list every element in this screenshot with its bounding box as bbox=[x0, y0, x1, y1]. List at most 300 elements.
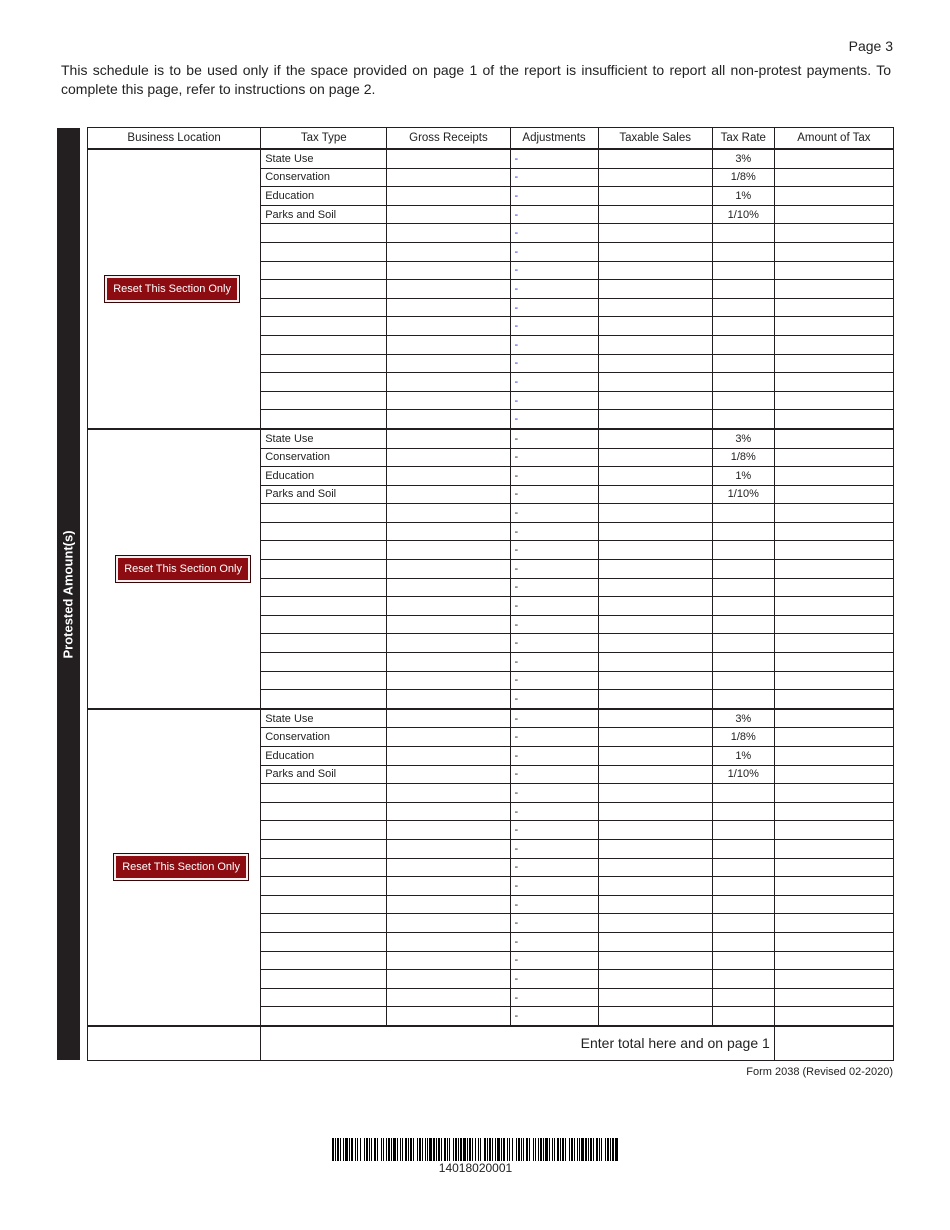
taxable-sales-cell[interactable] bbox=[598, 522, 712, 541]
barcode-bar bbox=[386, 1138, 387, 1161]
tax-rate-cell bbox=[712, 354, 774, 373]
amount-of-tax-cell[interactable] bbox=[774, 391, 893, 410]
gross-receipts-cell[interactable] bbox=[387, 690, 510, 709]
adjustments-cell[interactable]: - bbox=[510, 522, 598, 541]
tax-type-cell[interactable] bbox=[261, 895, 387, 914]
amount-of-tax-cell[interactable] bbox=[774, 671, 893, 690]
tax-type-cell[interactable] bbox=[261, 914, 387, 933]
tax-type-cell[interactable] bbox=[261, 821, 387, 840]
taxable-sales-cell[interactable] bbox=[598, 504, 712, 523]
tax-rate-cell bbox=[712, 671, 774, 690]
tax-type-cell[interactable] bbox=[261, 634, 387, 653]
barcode-bar bbox=[453, 1138, 454, 1161]
adjustments-cell[interactable]: - bbox=[510, 895, 598, 914]
tax-type-cell[interactable] bbox=[261, 354, 387, 373]
adjustments-cell[interactable]: - bbox=[510, 653, 598, 672]
tax-type-cell[interactable] bbox=[261, 877, 387, 896]
adjustments-cell[interactable]: - bbox=[510, 765, 598, 784]
tax-rate-cell bbox=[712, 1007, 774, 1026]
adjustments-cell[interactable]: - bbox=[510, 578, 598, 597]
taxable-sales-cell[interactable] bbox=[598, 877, 712, 896]
barcode-bar bbox=[355, 1138, 356, 1161]
tax-type-cell[interactable] bbox=[261, 280, 387, 299]
tax-type-cell[interactable] bbox=[261, 802, 387, 821]
adjustments-cell[interactable]: - bbox=[510, 187, 598, 206]
header-amount-of-tax: Amount of Tax bbox=[774, 128, 893, 150]
amount-of-tax-cell[interactable] bbox=[774, 224, 893, 243]
gross-receipts-cell[interactable] bbox=[387, 615, 510, 634]
tax-rate-cell bbox=[712, 280, 774, 299]
adjustments-cell[interactable]: - bbox=[510, 597, 598, 616]
gross-receipts-cell[interactable] bbox=[387, 391, 510, 410]
amount-of-tax-cell[interactable] bbox=[774, 504, 893, 523]
amount-of-tax-cell[interactable] bbox=[774, 821, 893, 840]
gross-receipts-cell[interactable] bbox=[387, 168, 510, 187]
barcode-bar bbox=[351, 1138, 353, 1161]
adjustments-cell[interactable]: - bbox=[510, 280, 598, 299]
adjustments-cell[interactable]: - bbox=[510, 932, 598, 951]
barcode-bar bbox=[521, 1138, 522, 1161]
amount-of-tax-cell[interactable] bbox=[774, 615, 893, 634]
adjustments-cell[interactable]: - bbox=[510, 839, 598, 858]
gross-receipts-cell[interactable] bbox=[387, 671, 510, 690]
taxable-sales-cell[interactable] bbox=[598, 932, 712, 951]
tax-type-cell[interactable] bbox=[261, 858, 387, 877]
adjustments-cell[interactable]: - bbox=[510, 802, 598, 821]
adjustments-cell[interactable]: - bbox=[510, 858, 598, 877]
tax-type-cell[interactable]: Parks and Soil bbox=[261, 765, 387, 784]
barcode-bar bbox=[516, 1138, 517, 1161]
amount-of-tax-cell[interactable] bbox=[774, 429, 893, 448]
gross-receipts-cell[interactable] bbox=[387, 634, 510, 653]
adjustments-cell[interactable]: - bbox=[510, 951, 598, 970]
taxable-sales-cell[interactable] bbox=[598, 747, 712, 766]
barcode-bar bbox=[366, 1138, 368, 1161]
tax-type-cell[interactable]: Conservation bbox=[261, 448, 387, 467]
tax-rate-cell bbox=[712, 578, 774, 597]
tax-type-cell[interactable] bbox=[261, 784, 387, 803]
adjustments-cell[interactable]: - bbox=[510, 429, 598, 448]
tax-rate-cell: 1/10% bbox=[712, 485, 774, 504]
taxable-sales-cell[interactable] bbox=[598, 205, 712, 224]
gross-receipts-cell[interactable] bbox=[387, 839, 510, 858]
amount-of-tax-cell[interactable] bbox=[774, 373, 893, 392]
barcode-bar bbox=[463, 1138, 466, 1161]
tax-type-cell[interactable] bbox=[261, 522, 387, 541]
tax-type-cell[interactable]: Parks and Soil bbox=[261, 485, 387, 504]
amount-of-tax-cell[interactable] bbox=[774, 858, 893, 877]
tax-type-cell[interactable]: Education bbox=[261, 747, 387, 766]
taxable-sales-cell[interactable] bbox=[598, 970, 712, 989]
business-location-cell[interactable] bbox=[88, 149, 261, 429]
gross-receipts-cell[interactable] bbox=[387, 504, 510, 523]
amount-of-tax-cell[interactable] bbox=[774, 634, 893, 653]
amount-of-tax-cell[interactable] bbox=[774, 541, 893, 560]
amount-of-tax-cell[interactable] bbox=[774, 747, 893, 766]
tax-rate-cell bbox=[712, 224, 774, 243]
adjustments-cell[interactable]: - bbox=[510, 709, 598, 728]
taxable-sales-cell[interactable] bbox=[598, 895, 712, 914]
gross-receipts-cell[interactable] bbox=[387, 578, 510, 597]
taxable-sales-cell[interactable] bbox=[598, 224, 712, 243]
taxable-sales-cell[interactable] bbox=[598, 802, 712, 821]
amount-of-tax-cell[interactable] bbox=[774, 988, 893, 1007]
taxable-sales-cell[interactable] bbox=[598, 410, 712, 429]
taxable-sales-cell[interactable] bbox=[598, 391, 712, 410]
taxable-sales-cell[interactable] bbox=[598, 187, 712, 206]
adjustments-cell[interactable]: - bbox=[510, 877, 598, 896]
taxable-sales-cell[interactable] bbox=[598, 317, 712, 336]
gross-receipts-cell[interactable] bbox=[387, 335, 510, 354]
amount-of-tax-cell[interactable] bbox=[774, 242, 893, 261]
taxable-sales-cell[interactable] bbox=[598, 728, 712, 747]
amount-of-tax-cell[interactable] bbox=[774, 261, 893, 280]
gross-receipts-cell[interactable] bbox=[387, 298, 510, 317]
adjustments-cell[interactable]: - bbox=[510, 205, 598, 224]
amount-of-tax-cell[interactable] bbox=[774, 802, 893, 821]
tax-type-cell[interactable]: Conservation bbox=[261, 168, 387, 187]
tax-type-cell[interactable] bbox=[261, 317, 387, 336]
gross-receipts-cell[interactable] bbox=[387, 653, 510, 672]
header-gross-receipts: Gross Receipts bbox=[387, 128, 510, 150]
gross-receipts-cell[interactable] bbox=[387, 187, 510, 206]
tax-rate-cell bbox=[712, 504, 774, 523]
tax-type-cell[interactable] bbox=[261, 932, 387, 951]
gross-receipts-cell[interactable] bbox=[387, 951, 510, 970]
tax-rate-cell bbox=[712, 634, 774, 653]
barcode-bar bbox=[571, 1138, 573, 1161]
gross-receipts-cell[interactable] bbox=[387, 709, 510, 728]
amount-of-tax-cell[interactable] bbox=[774, 597, 893, 616]
adjustments-cell[interactable]: - bbox=[510, 467, 598, 486]
header-tax-rate: Tax Rate bbox=[712, 128, 774, 150]
tax-type-cell[interactable] bbox=[261, 504, 387, 523]
barcode-bar bbox=[429, 1138, 432, 1161]
barcode-bar bbox=[467, 1138, 468, 1161]
amount-of-tax-cell[interactable] bbox=[774, 895, 893, 914]
gross-receipts-cell[interactable] bbox=[387, 970, 510, 989]
tax-type-cell[interactable] bbox=[261, 970, 387, 989]
barcode-bar bbox=[569, 1138, 570, 1161]
gross-receipts-cell[interactable] bbox=[387, 895, 510, 914]
adjustments-cell[interactable]: - bbox=[510, 354, 598, 373]
tax-type-cell[interactable] bbox=[261, 373, 387, 392]
tax-rate-cell bbox=[712, 858, 774, 877]
tax-type-cell[interactable]: Parks and Soil bbox=[261, 205, 387, 224]
gross-receipts-cell[interactable] bbox=[387, 261, 510, 280]
amount-of-tax-cell[interactable] bbox=[774, 970, 893, 989]
barcode-bar bbox=[433, 1138, 435, 1161]
tax-type-cell[interactable] bbox=[261, 1007, 387, 1026]
amount-of-tax-cell[interactable] bbox=[774, 932, 893, 951]
gross-receipts-cell[interactable] bbox=[387, 728, 510, 747]
gross-receipts-cell[interactable] bbox=[387, 280, 510, 299]
amount-of-tax-cell[interactable] bbox=[774, 168, 893, 187]
amount-of-tax-cell[interactable] bbox=[774, 298, 893, 317]
gross-receipts-cell[interactable] bbox=[387, 522, 510, 541]
gross-receipts-cell[interactable] bbox=[387, 149, 510, 168]
barcode-bar bbox=[480, 1138, 481, 1161]
amount-of-tax-cell[interactable] bbox=[774, 877, 893, 896]
tax-type-cell[interactable] bbox=[261, 653, 387, 672]
taxable-sales-cell[interactable] bbox=[598, 653, 712, 672]
adjustments-cell[interactable]: - bbox=[510, 317, 598, 336]
taxable-sales-cell[interactable] bbox=[598, 671, 712, 690]
adjustments-cell[interactable]: - bbox=[510, 560, 598, 579]
gross-receipts-cell[interactable] bbox=[387, 784, 510, 803]
barcode-bar bbox=[484, 1138, 486, 1161]
gross-receipts-cell[interactable] bbox=[387, 373, 510, 392]
adjustments-cell[interactable]: - bbox=[510, 298, 598, 317]
tax-type-cell[interactable] bbox=[261, 988, 387, 1007]
amount-of-tax-cell[interactable] bbox=[774, 317, 893, 336]
tax-rate-cell bbox=[712, 410, 774, 429]
tax-type-cell[interactable] bbox=[261, 951, 387, 970]
tax-rate-cell bbox=[712, 988, 774, 1007]
adjustments-cell[interactable]: - bbox=[510, 391, 598, 410]
taxable-sales-cell[interactable] bbox=[598, 765, 712, 784]
adjustments-cell[interactable]: - bbox=[510, 784, 598, 803]
tax-rate-cell bbox=[712, 242, 774, 261]
taxable-sales-cell[interactable] bbox=[598, 373, 712, 392]
business-location-cell[interactable] bbox=[88, 709, 261, 1026]
barcode-bar bbox=[332, 1138, 334, 1161]
taxable-sales-cell[interactable] bbox=[598, 467, 712, 486]
tax-rate-cell: 1/8% bbox=[712, 448, 774, 467]
tax-type-cell[interactable] bbox=[261, 690, 387, 709]
taxable-sales-cell[interactable] bbox=[598, 354, 712, 373]
taxable-sales-cell[interactable] bbox=[598, 560, 712, 579]
taxable-sales-cell[interactable] bbox=[598, 448, 712, 467]
gross-receipts-cell[interactable] bbox=[387, 747, 510, 766]
adjustments-cell[interactable]: - bbox=[510, 410, 598, 429]
amount-of-tax-cell[interactable] bbox=[774, 709, 893, 728]
amount-of-tax-cell[interactable] bbox=[774, 839, 893, 858]
barcode-bar bbox=[612, 1138, 614, 1161]
taxable-sales-cell[interactable] bbox=[598, 634, 712, 653]
gross-receipts-cell[interactable] bbox=[387, 541, 510, 560]
reset-section-button[interactable]: Reset This Section Only bbox=[116, 556, 250, 582]
taxable-sales-cell[interactable] bbox=[598, 597, 712, 616]
amount-of-tax-cell[interactable] bbox=[774, 467, 893, 486]
amount-of-tax-cell[interactable] bbox=[774, 410, 893, 429]
tax-rate-cell bbox=[712, 373, 774, 392]
gross-receipts-cell[interactable] bbox=[387, 597, 510, 616]
adjustments-cell[interactable]: - bbox=[510, 541, 598, 560]
total-amount-cell[interactable] bbox=[774, 1026, 893, 1061]
taxable-sales-cell[interactable] bbox=[598, 541, 712, 560]
gross-receipts-cell[interactable] bbox=[387, 932, 510, 951]
barcode-bar bbox=[449, 1138, 450, 1161]
barcode-bar bbox=[545, 1138, 548, 1161]
adjustments-cell[interactable]: - bbox=[510, 149, 598, 168]
barcode-bar bbox=[335, 1138, 336, 1161]
gross-receipts-cell[interactable] bbox=[387, 242, 510, 261]
tax-type-cell[interactable] bbox=[261, 298, 387, 317]
adjustments-cell[interactable]: - bbox=[510, 1007, 598, 1026]
amount-of-tax-cell[interactable] bbox=[774, 578, 893, 597]
taxable-sales-cell[interactable] bbox=[598, 821, 712, 840]
adjustments-cell[interactable]: - bbox=[510, 224, 598, 243]
barcode-bar bbox=[610, 1138, 611, 1161]
barcode-bar bbox=[487, 1138, 488, 1161]
taxable-sales-cell[interactable] bbox=[598, 615, 712, 634]
amount-of-tax-cell[interactable] bbox=[774, 205, 893, 224]
adjustments-cell[interactable]: - bbox=[510, 373, 598, 392]
amount-of-tax-cell[interactable] bbox=[774, 335, 893, 354]
tax-type-cell[interactable] bbox=[261, 261, 387, 280]
amount-of-tax-cell[interactable] bbox=[774, 354, 893, 373]
barcode-bar bbox=[533, 1138, 534, 1161]
barcode-bar bbox=[397, 1138, 398, 1161]
tax-type-cell[interactable]: State Use bbox=[261, 149, 387, 168]
amount-of-tax-cell[interactable] bbox=[774, 1007, 893, 1026]
tax-rate-cell bbox=[712, 597, 774, 616]
tax-rate-cell bbox=[712, 877, 774, 896]
taxable-sales-cell[interactable] bbox=[598, 951, 712, 970]
adjustments-cell[interactable]: - bbox=[510, 448, 598, 467]
amount-of-tax-cell[interactable] bbox=[774, 653, 893, 672]
gross-receipts-cell[interactable] bbox=[387, 821, 510, 840]
amount-of-tax-cell[interactable] bbox=[774, 522, 893, 541]
gross-receipts-cell[interactable] bbox=[387, 467, 510, 486]
adjustments-cell[interactable]: - bbox=[510, 970, 598, 989]
gross-receipts-cell[interactable] bbox=[387, 877, 510, 896]
tax-type-cell[interactable] bbox=[261, 224, 387, 243]
taxable-sales-cell[interactable] bbox=[598, 149, 712, 168]
amount-of-tax-cell[interactable] bbox=[774, 784, 893, 803]
amount-of-tax-cell[interactable] bbox=[774, 280, 893, 299]
tax-type-cell[interactable] bbox=[261, 560, 387, 579]
adjustments-cell[interactable]: - bbox=[510, 747, 598, 766]
adjustments-cell[interactable]: - bbox=[510, 988, 598, 1007]
adjustments-cell[interactable]: - bbox=[510, 634, 598, 653]
barcode-bar bbox=[501, 1138, 502, 1161]
gross-receipts-cell[interactable] bbox=[387, 317, 510, 336]
taxable-sales-cell[interactable] bbox=[598, 168, 712, 187]
business-location-cell[interactable] bbox=[88, 429, 261, 709]
adjustments-cell[interactable]: - bbox=[510, 261, 598, 280]
tax-rate-cell bbox=[712, 653, 774, 672]
adjustments-cell[interactable]: - bbox=[510, 485, 598, 504]
gross-receipts-cell[interactable] bbox=[387, 914, 510, 933]
adjustments-cell[interactable]: - bbox=[510, 690, 598, 709]
taxable-sales-cell[interactable] bbox=[598, 858, 712, 877]
gross-receipts-cell[interactable] bbox=[387, 802, 510, 821]
tax-rate-cell bbox=[712, 690, 774, 709]
tax-type-cell[interactable]: Education bbox=[261, 187, 387, 206]
tax-type-cell[interactable]: Education bbox=[261, 467, 387, 486]
gross-receipts-cell[interactable] bbox=[387, 448, 510, 467]
amount-of-tax-cell[interactable] bbox=[774, 690, 893, 709]
taxable-sales-cell[interactable] bbox=[598, 280, 712, 299]
tax-type-cell[interactable]: Conservation bbox=[261, 728, 387, 747]
taxable-sales-cell[interactable] bbox=[598, 261, 712, 280]
barcode-bar bbox=[565, 1138, 566, 1161]
tax-type-cell[interactable] bbox=[261, 671, 387, 690]
tax-rate-cell: 1% bbox=[712, 747, 774, 766]
taxable-sales-cell[interactable] bbox=[598, 988, 712, 1007]
taxable-sales-cell[interactable] bbox=[598, 690, 712, 709]
adjustments-cell[interactable]: - bbox=[510, 168, 598, 187]
tax-type-cell[interactable] bbox=[261, 541, 387, 560]
taxable-sales-cell[interactable] bbox=[598, 485, 712, 504]
amount-of-tax-cell[interactable] bbox=[774, 914, 893, 933]
gross-receipts-cell[interactable] bbox=[387, 224, 510, 243]
tax-type-cell[interactable] bbox=[261, 391, 387, 410]
reset-section-button[interactable]: Reset This Section Only bbox=[105, 276, 239, 302]
tax-type-cell[interactable] bbox=[261, 410, 387, 429]
gross-receipts-cell[interactable] bbox=[387, 429, 510, 448]
gross-receipts-cell[interactable] bbox=[387, 1007, 510, 1026]
taxable-sales-cell[interactable] bbox=[598, 784, 712, 803]
gross-receipts-cell[interactable] bbox=[387, 354, 510, 373]
adjustments-cell[interactable]: - bbox=[510, 728, 598, 747]
barcode-bar bbox=[585, 1138, 587, 1161]
amount-of-tax-cell[interactable] bbox=[774, 728, 893, 747]
tax-rate-cell bbox=[712, 784, 774, 803]
adjustments-cell[interactable]: - bbox=[510, 242, 598, 261]
gross-receipts-cell[interactable] bbox=[387, 410, 510, 429]
gross-receipts-cell[interactable] bbox=[387, 858, 510, 877]
tax-type-cell[interactable] bbox=[261, 335, 387, 354]
tax-type-cell[interactable] bbox=[261, 578, 387, 597]
amount-of-tax-cell[interactable] bbox=[774, 765, 893, 784]
tax-type-cell[interactable] bbox=[261, 839, 387, 858]
barcode-bar bbox=[360, 1138, 361, 1161]
tax-type-cell[interactable]: State Use bbox=[261, 429, 387, 448]
taxable-sales-cell[interactable] bbox=[598, 839, 712, 858]
amount-of-tax-cell[interactable] bbox=[774, 485, 893, 504]
gross-receipts-cell[interactable] bbox=[387, 560, 510, 579]
gross-receipts-cell[interactable] bbox=[387, 765, 510, 784]
barcode-bar bbox=[364, 1138, 365, 1161]
gross-receipts-cell[interactable] bbox=[387, 205, 510, 224]
taxable-sales-cell[interactable] bbox=[598, 242, 712, 261]
taxable-sales-cell[interactable] bbox=[598, 298, 712, 317]
barcode-bar bbox=[562, 1138, 564, 1161]
reset-section-button[interactable]: Reset This Section Only bbox=[114, 854, 248, 880]
amount-of-tax-cell[interactable] bbox=[774, 448, 893, 467]
tax-type-cell[interactable]: State Use bbox=[261, 709, 387, 728]
barcode-bar bbox=[425, 1138, 426, 1161]
taxable-sales-cell[interactable] bbox=[598, 429, 712, 448]
taxable-sales-cell[interactable] bbox=[598, 709, 712, 728]
amount-of-tax-cell[interactable] bbox=[774, 187, 893, 206]
gross-receipts-cell[interactable] bbox=[387, 485, 510, 504]
tax-type-cell[interactable] bbox=[261, 597, 387, 616]
amount-of-tax-cell[interactable] bbox=[774, 149, 893, 168]
tax-rate-cell bbox=[712, 391, 774, 410]
tax-rate-cell bbox=[712, 541, 774, 560]
adjustments-cell[interactable]: - bbox=[510, 914, 598, 933]
adjustments-cell[interactable]: - bbox=[510, 335, 598, 354]
tax-type-cell[interactable] bbox=[261, 615, 387, 634]
adjustments-cell[interactable]: - bbox=[510, 671, 598, 690]
gross-receipts-cell[interactable] bbox=[387, 988, 510, 1007]
taxable-sales-cell[interactable] bbox=[598, 1007, 712, 1026]
taxable-sales-cell[interactable] bbox=[598, 914, 712, 933]
amount-of-tax-cell[interactable] bbox=[774, 951, 893, 970]
barcode-bar bbox=[605, 1138, 606, 1161]
amount-of-tax-cell[interactable] bbox=[774, 560, 893, 579]
adjustments-cell[interactable]: - bbox=[510, 504, 598, 523]
adjustments-cell[interactable]: - bbox=[510, 615, 598, 634]
tax-type-cell[interactable] bbox=[261, 242, 387, 261]
taxable-sales-cell[interactable] bbox=[598, 578, 712, 597]
taxable-sales-cell[interactable] bbox=[598, 335, 712, 354]
adjustments-cell[interactable]: - bbox=[510, 821, 598, 840]
